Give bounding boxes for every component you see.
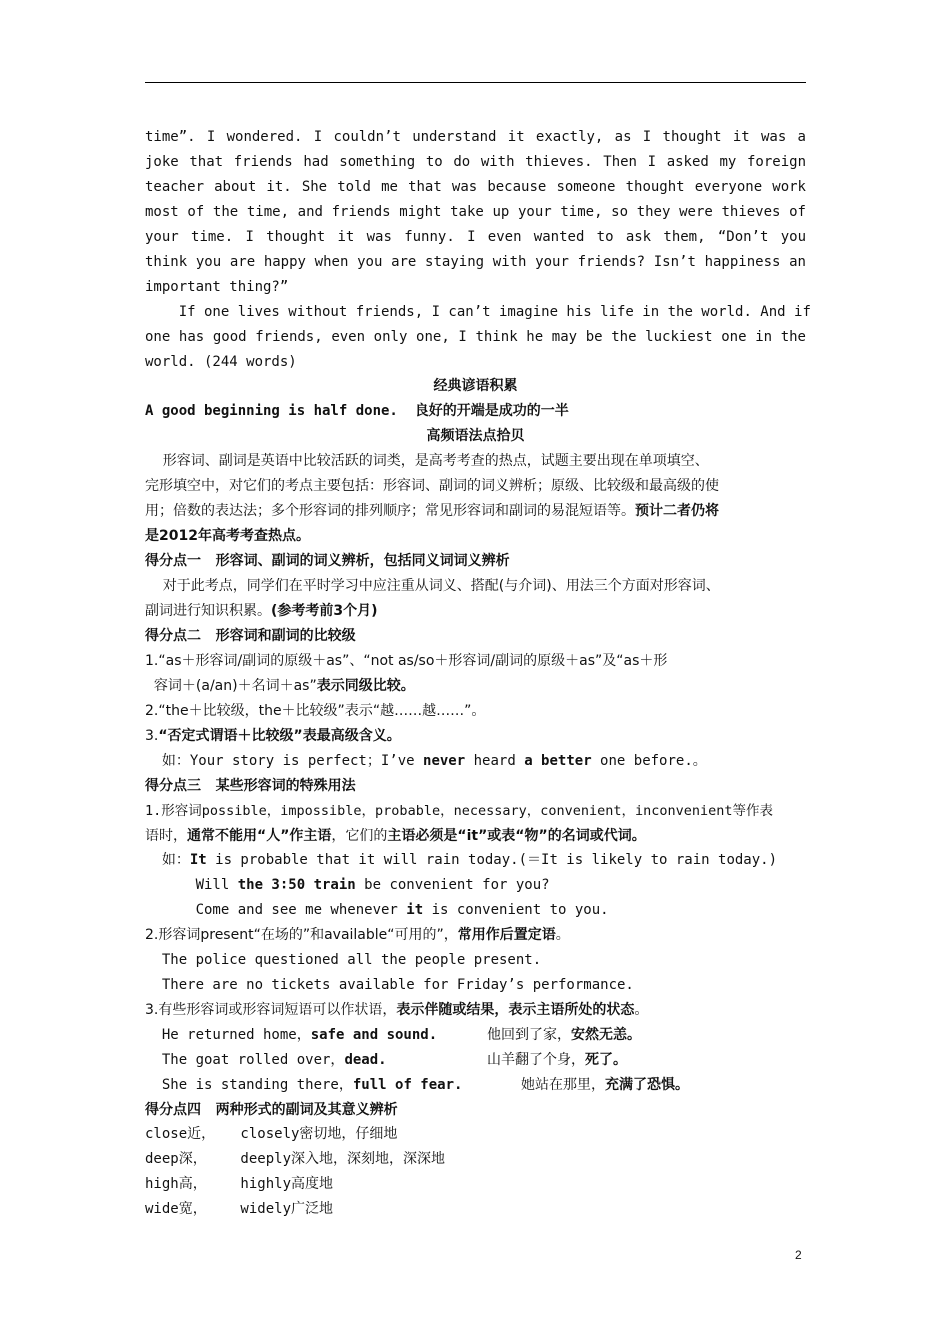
ex-bold: the 3∶50 train <box>237 877 356 893</box>
point3-example <box>145 850 806 870</box>
point3-rule1-cont <box>145 826 806 846</box>
ex-text: 山羊翻了个身， <box>487 1052 585 1068</box>
essay-line: teacher about it. She told me that was because someone thought everyone work <box>145 179 806 195</box>
point2-title: 得分点二 形容词和副词的比较级 <box>145 628 356 644</box>
point1-text-b: (参考考前3个月) <box>271 603 378 619</box>
point4-row: wide宽， widely广泛地 <box>145 1201 334 1217</box>
point3-example-cn <box>521 1075 689 1095</box>
grammar-intro-line: 完形填空中，对它们的考点主要包括：形容词、副词的词义辨析；原级、比较级和最高级的使 <box>145 478 719 494</box>
page-number: 2 <box>795 1248 802 1262</box>
point1-title: 得分点一 形容词、副词的词义辨析，包括同义词词义辨析 <box>145 553 510 569</box>
point4-title: 得分点四 两种形式的副词及其意义辨析 <box>145 1102 398 1118</box>
ex-text: She is standing there， <box>145 1077 353 1093</box>
intro-text: 用；倍数的表达法；多个形容词的排列顺序；常见形容词和副词的易混短语等。 <box>145 503 635 519</box>
point2-item1-cont <box>145 676 806 696</box>
essay-line: important thing?” <box>145 279 289 295</box>
point3-example <box>145 875 806 895</box>
point3-example: There are no tickets available for Friday’s performance. <box>145 977 634 993</box>
point3-rule2 <box>145 925 806 945</box>
r2-text: 2.形容词present“在场的”和available“可用的”， <box>145 927 458 943</box>
essay-line: joke that friends had something to do with thieves. Then I asked my foreign <box>145 154 806 170</box>
ex-text: 如：Your story is perfect；I’ve <box>145 753 424 769</box>
essay-line: one has good friends, even only one, I think he may be the luckiest one in the <box>145 329 806 345</box>
grammar-intro-line <box>145 501 806 521</box>
r3-bold: 表示伴随或结果，表示主语所处的状态 <box>396 1002 635 1018</box>
ex-text: Will <box>145 877 238 893</box>
point1-text-a: 副词进行知识积累。 <box>145 603 271 619</box>
point3-example-en <box>145 1050 806 1070</box>
point1-text: 对于此考点，同学们在平时学习中应注重从词义、搭配(与介词)、用法三个方面对形容词、 <box>145 578 720 594</box>
ex-text: be convenient for you? <box>355 877 550 893</box>
ex-text: The goat rolled over， <box>145 1052 345 1068</box>
point3-title: 得分点三 某些形容词的特殊用法 <box>145 778 356 794</box>
grammar-heading: 高频语法点拾贝 <box>426 428 525 444</box>
essay-line: time”. I wondered. I couldn’t understand it exactly, as I thought it was a <box>145 129 806 145</box>
essay-line: your time. I thought it was funny. I even wanted to ask them, “Don’t you <box>145 229 806 245</box>
ex-bold: full of fear. <box>352 1077 463 1093</box>
essay-line: If one lives without friends, I can’t imagine his life in the world. And if <box>145 304 811 320</box>
r2-text: 。 <box>555 927 570 943</box>
point3-example-en <box>145 1075 806 1095</box>
point3-example <box>145 900 806 920</box>
r1-text: 语时， <box>145 828 187 844</box>
header-rule <box>145 82 806 83</box>
ex-text: He returned home， <box>145 1027 311 1043</box>
point3-example: The police questioned all the people present. <box>145 952 542 968</box>
ex-text: is convenient to you. <box>423 902 609 918</box>
point3-example-cn <box>487 1050 627 1070</box>
item3-num: 3. <box>145 728 159 744</box>
r2-bold: 常用作后置定语 <box>457 927 556 943</box>
ex-bold: safe and sound. <box>310 1027 438 1043</box>
intro-bold: 预计二者仍将 <box>635 503 719 519</box>
proverb-heading: 经典谚语积累 <box>433 378 518 394</box>
r3-text: 。 <box>634 1002 649 1018</box>
point1-text <box>145 601 806 621</box>
point3-rule3 <box>145 1000 806 1020</box>
item1-bold: 表示同级比较。 <box>316 678 415 694</box>
r1-text: ，它们的 <box>331 828 388 844</box>
ex-bold: 安然无恙。 <box>571 1027 641 1043</box>
grammar-intro-line: 是2012年高考考查热点。 <box>145 528 310 544</box>
ex-bold: never <box>423 753 466 769</box>
ex-bold: It <box>189 852 207 868</box>
ex-text: 如： <box>145 852 190 868</box>
point3-example-cn <box>487 1025 641 1045</box>
essay-line: world. (244 words) <box>145 354 297 370</box>
ex-text: Come and see me whenever <box>145 902 407 918</box>
point4-row: close近， closely密切地，仔细地 <box>145 1126 398 1142</box>
point3-rule1: 1.形容词possible，impossible，probable，necessary，convenient，inconvenient等作表 <box>145 803 774 819</box>
proverb-line <box>145 401 806 421</box>
ex-text: one before.。 <box>591 753 707 769</box>
r1-bold: 通常不能用“人”作主语 <box>187 828 332 844</box>
point3-example-en <box>145 1025 806 1045</box>
grammar-intro-line: 形容词、副词是英语中比较活跃的词类，是高考考查的热点，试题主要出现在单项填空、 <box>145 453 709 469</box>
essay-line: think you are happy when you are staying with your friends? Isn’t happiness an <box>145 254 806 270</box>
point2-example <box>145 751 806 771</box>
point2-item3 <box>145 726 806 746</box>
point2-item2: 2.“the＋比较级，the＋比较级”表示“越……越……”。 <box>145 703 486 719</box>
ex-text: 她站在那里， <box>521 1077 605 1093</box>
essay-line: most of the time, and friends might take up your time, so they were thieves of <box>145 204 806 220</box>
ex-text: 他回到了家， <box>487 1027 571 1043</box>
ex-bold: it <box>406 902 424 918</box>
ex-bold: a better <box>524 753 592 769</box>
point2-item1: 1.“as＋形容词/副词的原级＋as”、“not as/so＋形容词/副词的原级＋as”及“as＋形 <box>145 653 668 669</box>
ex-bold: dead. <box>344 1052 387 1068</box>
ex-text: is probable that it will rain today.(＝It is likely to rain today.) <box>206 852 778 868</box>
ex-bold: 充满了恐惧。 <box>605 1077 689 1093</box>
r1-bold: 主语必须是“it”或表“物”的名词或代词。 <box>387 828 646 844</box>
point4-row: high高， highly高度地 <box>145 1176 334 1192</box>
ex-bold: 死了。 <box>585 1052 627 1068</box>
point4-row: deep深， deeply深入地，深刻地，深深地 <box>145 1151 446 1167</box>
ex-text: heard <box>465 753 525 769</box>
proverb-chinese: 良好的开端是成功的一半 <box>414 403 569 419</box>
r3-text: 3.有些形容词或形容词短语可以作状语， <box>145 1002 397 1018</box>
proverb-english: A good beginning is half done. <box>145 403 398 419</box>
item1-text: 容词＋(a/an)＋名词＋as” <box>145 678 317 694</box>
item3-bold: “否定式谓语＋比较级”表最高级含义。 <box>158 728 401 744</box>
